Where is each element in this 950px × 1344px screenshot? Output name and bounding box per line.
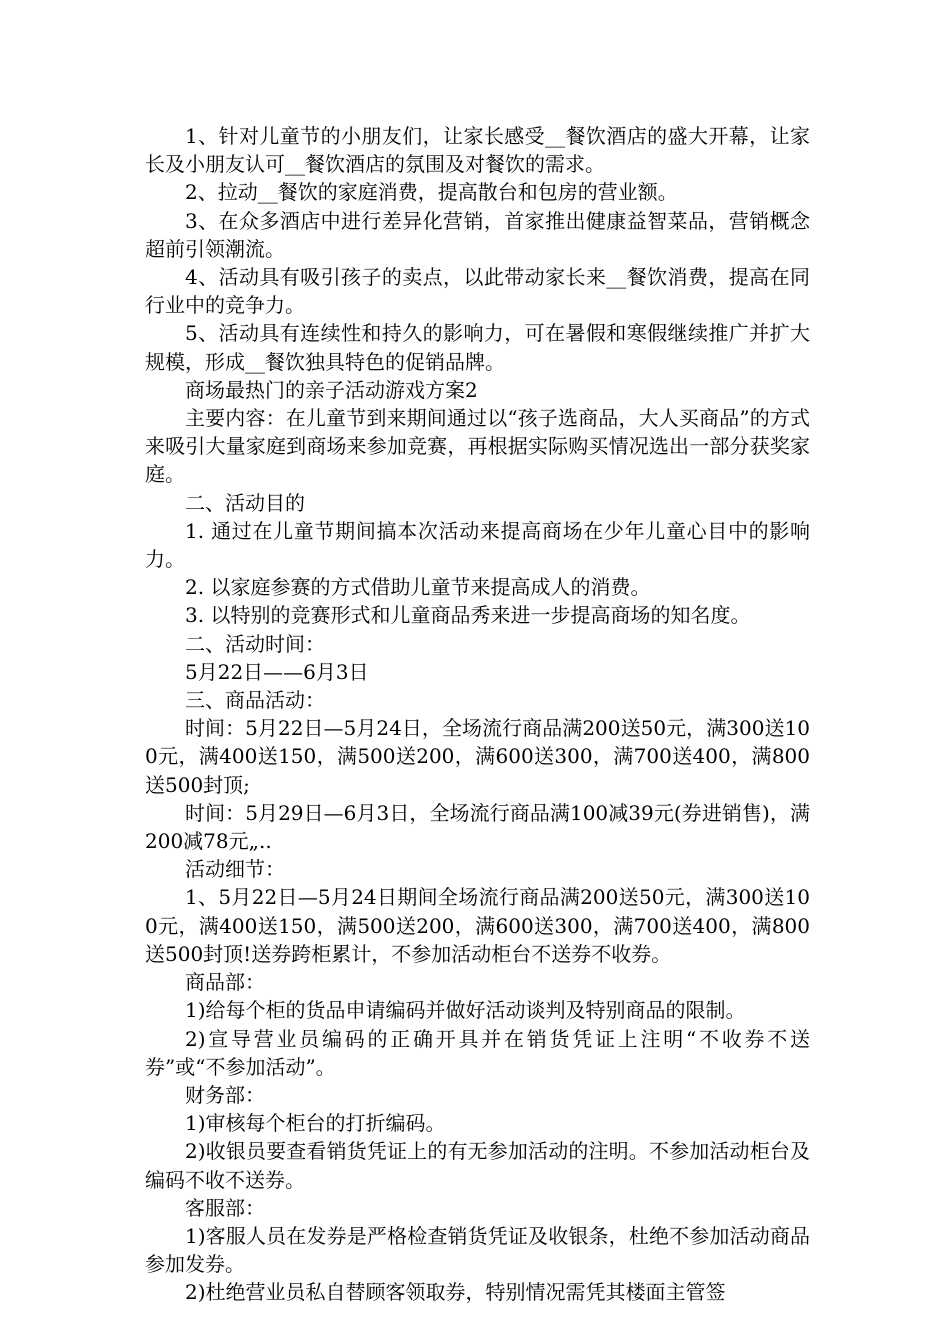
paragraph-finance-dept-1: 1)审核每个柜台的打折编码。 [185,1111,446,1136]
paragraph-product-dept-1: 1)给每个柜的货品申请编码并做好活动谈判及特别商品的限制。 [185,998,746,1023]
heading-service-dept: 客服部： [185,1195,265,1220]
paragraph-goal-4: 4、活动具有吸引孩子的卖点，以此带动家长来__餐饮消费，提高在同行业中的竞争力。 [145,265,810,318]
paragraph-goal-2: 2、拉动__餐饮的家庭消费，提高散台和包房的营业额。 [185,180,678,205]
section-title-plan-2: 商场最热门的亲子活动游戏方案2 [185,377,478,402]
paragraph-service-dept-1: 1)客服人员在发券是严格检查销货凭证及收银条，杜绝不参加活动商品参加发券。 [145,1223,810,1277]
paragraph-time-2: 时间：5月29日—6月3日，全场流行商品满100减39元(券进销售)，满200减78元„.. [145,800,810,854]
heading-activity-details: 活动细节： [185,857,285,882]
paragraph-purpose-2: 2. 以家庭参赛的方式借助儿童节来提高成人的消费。 [185,575,651,600]
heading-activity-purpose: 二、活动目的 [185,490,305,515]
paragraph-main-content: 主要内容：在儿童节到来期间通过以“孩子选商品，大人买商品”的方式来吸引大量家庭到商场来参加竞赛，再根据实际购买情况选出一部分获奖家庭。 [145,406,810,487]
heading-activity-time: 二、活动时间： [185,631,325,656]
paragraph-goal-5: 5、活动具有连续性和持久的影响力，可在暑假和寒假继续推广并扩大规模，形成__餐饮独具特色的促销品牌。 [145,321,810,374]
heading-product-activity: 三、商品活动： [185,688,325,713]
paragraph-time-1: 时间：5月22日—5月24日，全场流行商品满200送50元，满300送100元，满400送150，满500送200，满600送300，满700送400，满800送500封顶; [145,716,810,797]
paragraph-goal-3: 3、在众多酒店中进行差异化营销，首家推出健康益智菜品，营销概念超前引领潮流。 [145,208,810,261]
paragraph-service-dept-2: 2)杜绝营业员私自替顾客领取券，特别情况需凭其楼面主管签 [185,1280,726,1305]
document-body [145,122,810,1307]
heading-finance-dept: 财务部： [185,1082,265,1107]
paragraph-product-dept-2: 2)宣导营业员编码的正确开具并在销货凭证上注明“不收券不送券”或“不参加活动”。 [145,1026,810,1079]
paragraph-detail-1: 1、5月22日—5月24日期间全场流行商品满200送50元，满300送100元，满400送150，满500送200，满600送300，满700送400，满800送500封顶!送券跨柜累计，不参加活动柜台不送券不收券。 [145,885,810,966]
paragraph-date-range: 5月22日——6月3日 [185,659,369,684]
paragraph-goal-1: 1、针对儿童节的小朋友们，让家长感受__餐饮酒店的盛大开幕，让家长及小朋友认可__餐饮酒店的氛围及对餐饮的需求。 [145,124,810,177]
heading-product-dept: 商品部： [185,970,265,995]
paragraph-purpose-1: 1. 通过在儿童节期间搞本次活动来提高商场在少年儿童心目中的影响力。 [145,518,810,572]
paragraph-purpose-3: 3. 以特别的竞赛形式和儿童商品秀来进一步提高商场的知名度。 [185,603,751,628]
paragraph-finance-dept-2: 2)收银员要查看销货凭证上的有无参加活动的注明。不参加活动柜台及编码不收不送券。 [145,1139,810,1192]
